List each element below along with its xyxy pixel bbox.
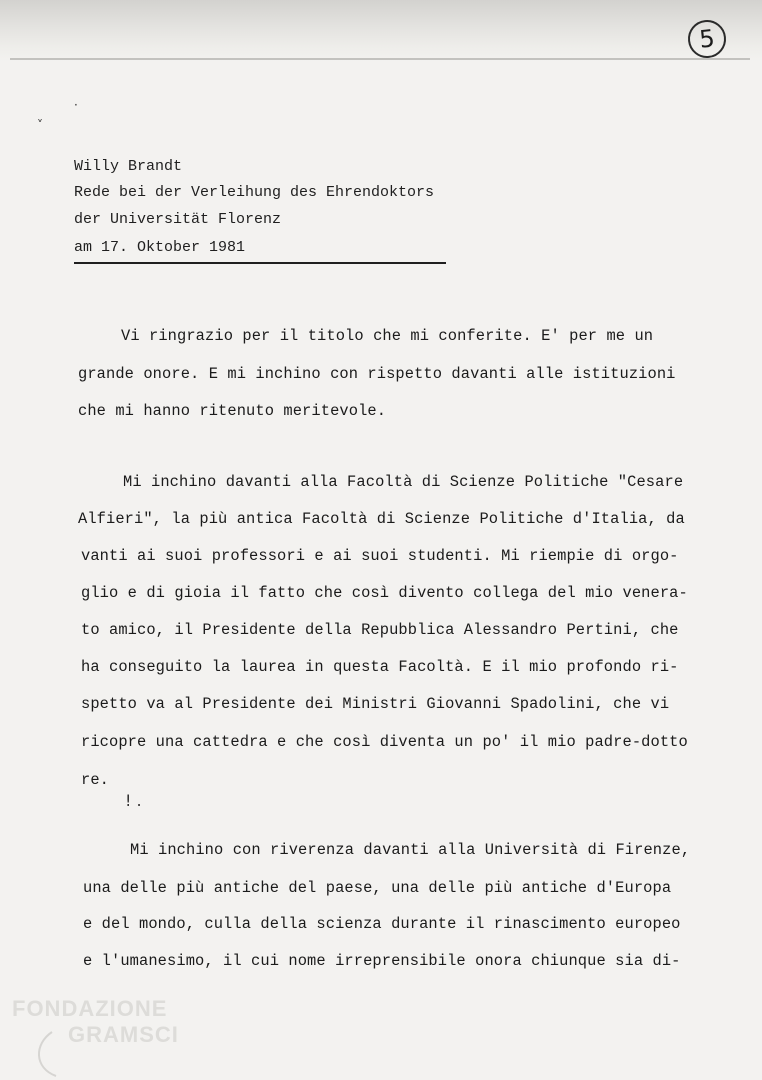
body-line: re. bbox=[81, 771, 110, 789]
body-line: Mi inchino davanti alla Facoltà di Scienze Politiche "Cesare bbox=[123, 473, 684, 491]
body-line: una delle più antiche del paese, una delle più antiche d'Europa bbox=[83, 879, 672, 897]
foundation-watermark-logo bbox=[4, 992, 204, 1080]
header-event: Rede bei der Verleihung des Ehrendoktors bbox=[74, 184, 435, 201]
body-line: e del mondo, culla della scienza durante il rinascimento europeo bbox=[83, 915, 681, 933]
header-date: am 17. Oktober 1981 bbox=[74, 239, 246, 256]
watermark-line-1: FONDAZIONE bbox=[12, 996, 168, 1021]
scan-speck: ˅ bbox=[37, 118, 43, 132]
body-line: vanti ai suoi professori e ai suoi studenti. Mi riempie di orgo- bbox=[81, 547, 679, 565]
header-author: Willy Brandt bbox=[74, 158, 183, 175]
scan-top-edge bbox=[0, 0, 762, 62]
page-number: 5 bbox=[697, 24, 717, 54]
body-line: Alfieri", la più antica Facoltà di Scienze Politiche d'Italia, da bbox=[78, 510, 685, 528]
body-line: che mi hanno ritenuto meritevole. bbox=[78, 402, 387, 420]
body-line: ha conseguito la laurea in questa Facoltà. E il mio profondo ri- bbox=[81, 658, 679, 676]
body-line: spetto va al Presidente dei Ministri Giovanni Spadolini, che vi bbox=[81, 695, 670, 713]
body-line: e l'umanesimo, il cui nome irreprensibile onora chiunque sia di- bbox=[83, 952, 681, 970]
body-line: Vi ringrazio per il titolo che mi conferite. E' per me un bbox=[121, 327, 654, 345]
watermark-line-2: GRAMSCI bbox=[68, 1022, 179, 1047]
header-university: der Universität Florenz bbox=[74, 211, 282, 228]
body-line: Mi inchino con riverenza davanti alla Università di Firenze, bbox=[130, 841, 691, 859]
body-line: grande onore. E mi inchino con rispetto davanti alle istituzioni bbox=[78, 365, 676, 383]
header-underline bbox=[74, 262, 446, 264]
scan-edge-line bbox=[10, 58, 750, 60]
body-line: glio e di gioia il fatto che così divento collega del mio venera- bbox=[81, 584, 688, 602]
scan-speck: · bbox=[74, 98, 78, 112]
body-line: ricopre una cattedra e che così diventa un po' il mio padre-dotto bbox=[81, 733, 688, 751]
body-line: to amico, il Presidente della Repubblica Alessandro Pertini, che bbox=[81, 621, 679, 639]
scan-speck: ! . bbox=[125, 791, 142, 810]
